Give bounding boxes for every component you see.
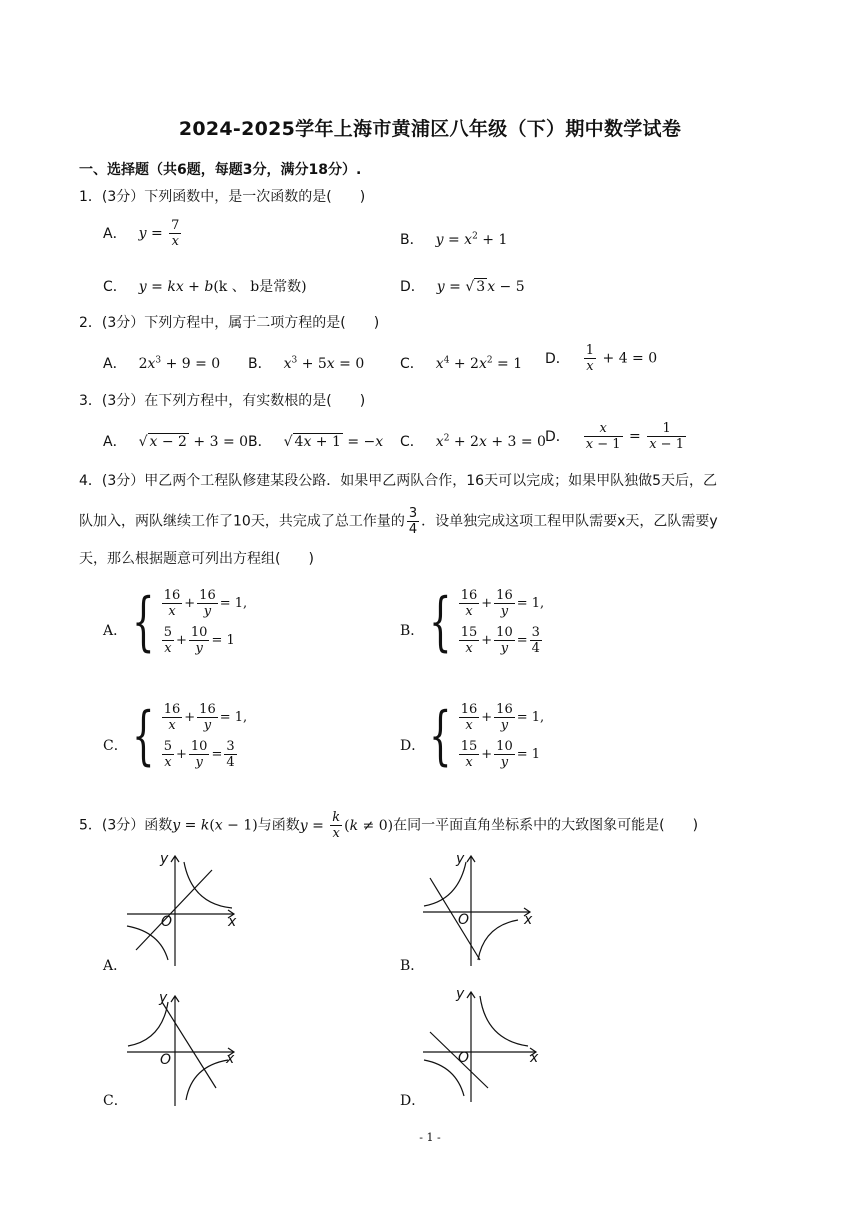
graph-c-y-label: y [159,990,168,1006]
q3-option-c[interactable]: C． $x^2 + 2x + 3 = 0$ [400,433,546,450]
q5-option-b-label[interactable]: B． [400,958,425,974]
option-label: C． [103,279,127,295]
q4-option-a-system: { $\frac{16}{x}$ + $\frac{16}{y}$ = 1, $\frac{5}{x}$ + $\frac{10}{y}$ = 1 [132,585,248,659]
fraction: $\frac{1}{x}$ [585,343,595,374]
page-title: 2024-2025学年上海市黄浦区八年级（下）期中数学试卷 [178,118,682,140]
q2-option-a[interactable]: A． $2x^3 + 9 = 0$ [103,355,221,372]
q5-option-c-label[interactable]: C． [103,1093,128,1109]
question-1-stem: 1．(3分）下列函数中，是一次函数的是( ) [79,189,366,205]
graph-d [418,984,538,1104]
graph-b-y-label: y [456,851,465,867]
graph-a-x-label: x [228,914,237,930]
q5-option-d-label[interactable]: D． [400,1093,426,1109]
q4-option-c-system: { $\frac{16}{x}$ + $\frac{16}{y}$ = 1, $\frac{5}{x}$ + $\frac{10}{y}$ = $\frac{3}{4}$ [132,699,248,773]
q4-option-a-label[interactable]: A． [103,623,128,639]
q3-option-b[interactable]: B． √ 4x + 1 = −x [248,434,384,450]
option-c-note: (k 、 b是常数) [213,279,307,295]
graph-a-origin-label: O [161,914,173,930]
question-5-stem: 5．(3分）函数y = k(x − 1)与函数y = $\frac{k}{x}$ (k ≠ 0)在同一平面直角坐标系中的大致图象可能是( ) [79,810,699,841]
q1-option-c[interactable]: C． y = kx + b(k 、 b是常数) [103,279,307,295]
graph-b-origin-label: O [458,912,470,928]
graph-d-y-label: y [456,986,465,1002]
q4-option-d-label[interactable]: D． [400,738,426,754]
option-label: B． [248,356,272,372]
question-2-stem: 2．(3分）下列方程中，属于二项方程的是( ) [79,315,380,331]
option-label: A． [103,225,127,242]
graph-b-x-label: x [524,912,533,928]
option-label: C． [400,434,424,450]
question-4-stem-line2: 队加入，两队继续工作了10天，共完成了总工作量的 $\frac{3}{4}$ ．设单独完成这项工程甲队需要x天，乙队需要y [79,506,718,537]
section-heading: 一、选择题（共6题，每题3分，满分18分）. [79,162,362,178]
option-label: A． [103,434,127,450]
option-label: D． [545,428,570,445]
option-label: D． [400,279,425,295]
fraction: $\frac{1}{x - 1}$ [649,421,684,452]
option-label: B． [248,434,272,450]
question-4-stem-line1: 4．(3分）甲乙两个工程队修建某段公路．如果甲乙两队合作，16天可以完成；如果甲队独做5天后，乙 [79,473,717,489]
fraction: $\frac{7}{x}$ [171,218,180,249]
q2-option-c[interactable]: C． $x^4 + 2x^2 = 1$ [400,355,523,372]
q4-option-d-system: { $\frac{16}{x}$ + $\frac{16}{y}$ = 1, $\frac{15}{x}$ + $\frac{10}{y}$ = 1 [429,699,545,773]
q2-option-d[interactable]: D． $\frac{1}{x}$ + 4 = 0 [545,343,658,374]
page-number: - 1 - [419,1131,441,1144]
graph-b [418,848,538,968]
q4-option-b-system: { $\frac{16}{x}$ + $\frac{16}{y}$ = 1, $\frac{15}{x}$ + $\frac{10}{y}$ = $\frac{3}{4}$ [429,585,545,659]
q2-option-b[interactable]: B． $x^3 + 5x = 0$ [248,355,365,372]
q1-option-b[interactable]: B． $y = x^2 + 1$ [400,231,508,248]
graph-d-x-label: x [530,1050,539,1066]
graph-c [122,988,242,1108]
option-label: C． [400,356,424,372]
graph-c-origin-label: O [160,1052,172,1068]
q5-option-a-label[interactable]: A． [103,958,128,974]
question-3-stem: 3．(3分）在下列方程中，有实数根的是( ) [79,393,366,409]
q4-option-b-label[interactable]: B． [400,623,425,639]
graph-d-origin-label: O [458,1050,470,1066]
q1-option-d[interactable]: D． y = √ 3 x − 5 [400,279,525,295]
q1-option-a[interactable]: A． y = $\frac{7}{x}$ [103,218,180,249]
q4-option-c-label[interactable]: C． [103,738,128,754]
option-label: D． [545,350,570,367]
fraction: $\frac{x}{x - 1}$ [585,421,621,452]
option-label: A． [103,356,127,372]
graph-c-x-label: x [226,1051,235,1067]
q3-option-d[interactable]: D． $\frac{x}{x - 1}$ = $\frac{1}{x - 1}$ [545,421,684,452]
option-label: B． [400,232,424,248]
q3-option-a[interactable]: A． √ x − 2 + 3 = 0 [103,434,249,450]
fraction: $\frac{3}{4}$ [408,506,418,537]
graph-a-y-label: y [160,851,169,867]
question-4-stem-line3: 天，那么根据题意可列出方程组( ) [79,551,314,567]
graph-a [122,848,242,968]
